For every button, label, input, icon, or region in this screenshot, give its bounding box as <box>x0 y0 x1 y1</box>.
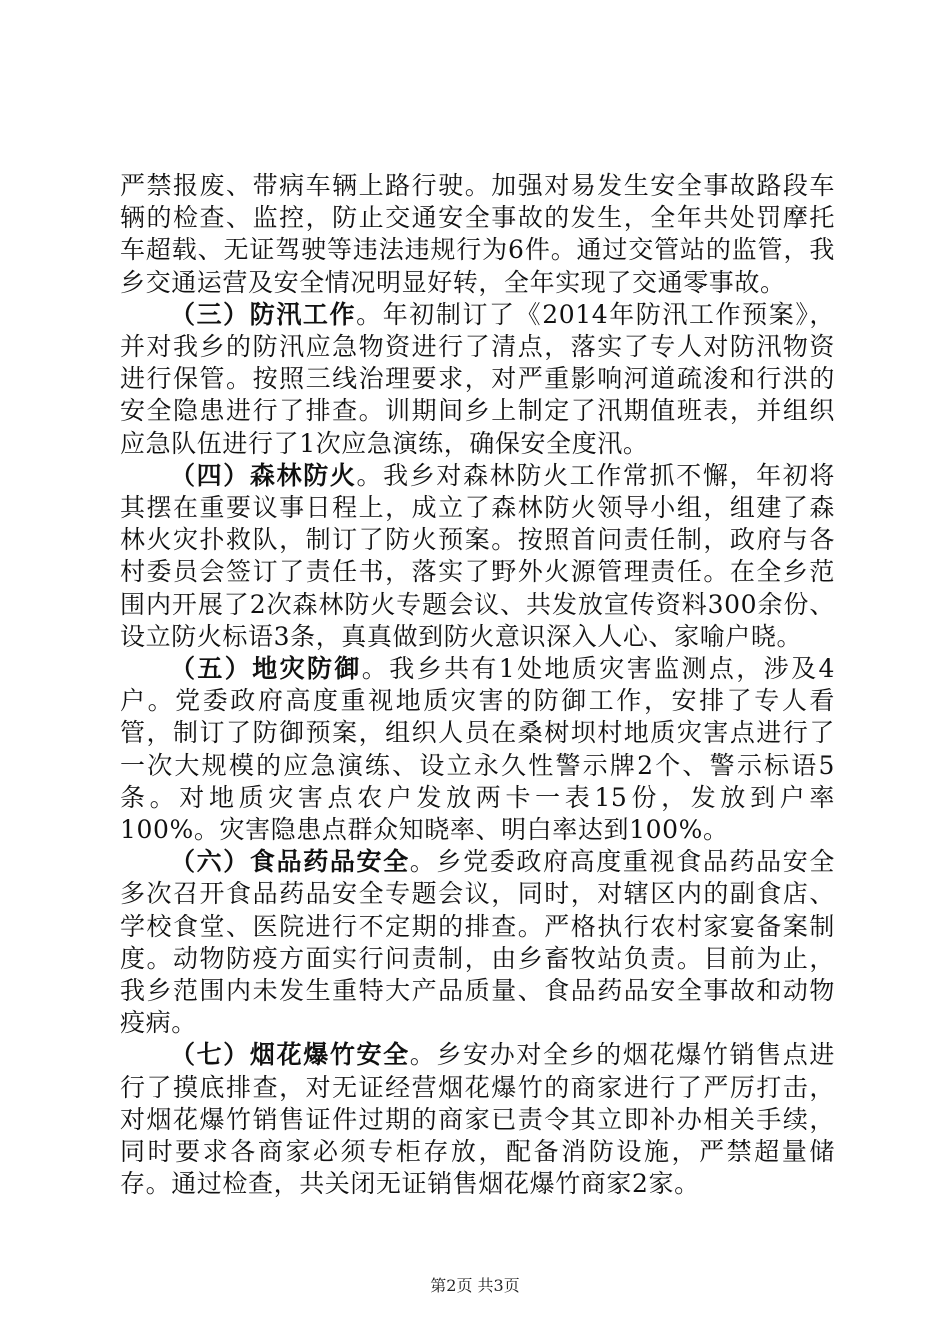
paragraph-fireworks <box>120 1039 835 1200</box>
paragraph-text: 。乡安办对全乡的烟花爆竹销售点进行了摸底排查，对无证经营烟花爆竹的商家进行了严厉打击，对烟花爆竹销售证件过期的商家已责令其立即补办相关手续，同时要求各商家必须专柜存放，配备消防设施，严禁超量储存。通过检查，共关闭无证销售烟花爆竹商家2家。 <box>120 1040 835 1199</box>
paragraph-text: 。年初制订了《2014年防汛工作预案》，并对我乡的防汛应急物资进行了清点，落实了专人对防汛物资进行保管。按照三线治理要求，对严重影响河道疏浚和行洪的安全隐患进行了排查。训期间乡上制定了汛期值班表，并组织应急队伍进行了1次应急演练，确保安全度汛。 <box>120 299 836 458</box>
section-heading-geohazard: （五）地灾防御 <box>170 654 362 684</box>
section-heading-forest-fire: （四）森林防火 <box>170 460 357 490</box>
paragraph-text: 。我乡对森林防火工作常抓不懈，年初将其摆在重要议事日程上，成立了森林防火领导小组，组建了森林火灾扑救队，制订了防火预案。按照首问责任制，政府与各村委员会签订了责任书，落实了野外火源管理责任。在全乡范围内开展了2次森林防火专题会议、共发放宣传资料300余份、设立防火标语3条，真真做到防火意识深入人心、家喻户晓。 <box>120 460 835 651</box>
document-body <box>120 170 835 1201</box>
paragraph-traffic-continued <box>120 170 835 299</box>
section-heading-fireworks: （七）烟花爆竹安全 <box>170 1040 410 1070</box>
paragraph-food-drug <box>120 846 835 1039</box>
page-number-footer: 第2页 共3页 <box>430 1276 520 1295</box>
section-heading-food-drug: （六）食品药品安全 <box>170 847 410 877</box>
paragraph-text: 。我乡共有1处地质灾害监测点，涉及4户。党委政府高度重视地质灾害的防御工作，安排了专人看管，制订了防御预案，组织人员在桑树坝村地质灾害点进行了一次大规模的应急演练、设立永久性警示牌2个、警示标语5条。对地质灾害点农户发放两卡一表15份，发放到户率100%。灾害隐患点群众知晓率、明白率达到100%。 <box>120 654 835 845</box>
paragraph-geohazard <box>120 653 835 846</box>
paragraph-text: 严禁报废、带病车辆上路行驶。加强对易发生安全事故路段车辆的检查、监控，防止交通安全事故的发生，全年共处罚摩托车超载、无证驾驶等违法违规行为6件。通过交管站的监管，我乡交通运营及安全情况明显好转，全年实现了交通零事故。 <box>120 171 835 297</box>
section-heading-flood-control: （三）防汛工作 <box>170 299 357 329</box>
paragraph-text: 。乡党委政府高度重视食品药品安全多次召开食品药品安全专题会议，同时，对辖区内的副食店、学校食堂、医院进行不定期的排查。严格执行农村家宴备案制度。动物防疫方面实行问责制，由乡畜牧站负责。目前为止，我乡范围内未发生重特大产品质量、食品药品安全事故和动物疫病。 <box>120 847 835 1038</box>
paragraph-flood-control <box>120 299 835 460</box>
paragraph-forest-fire <box>120 460 835 653</box>
